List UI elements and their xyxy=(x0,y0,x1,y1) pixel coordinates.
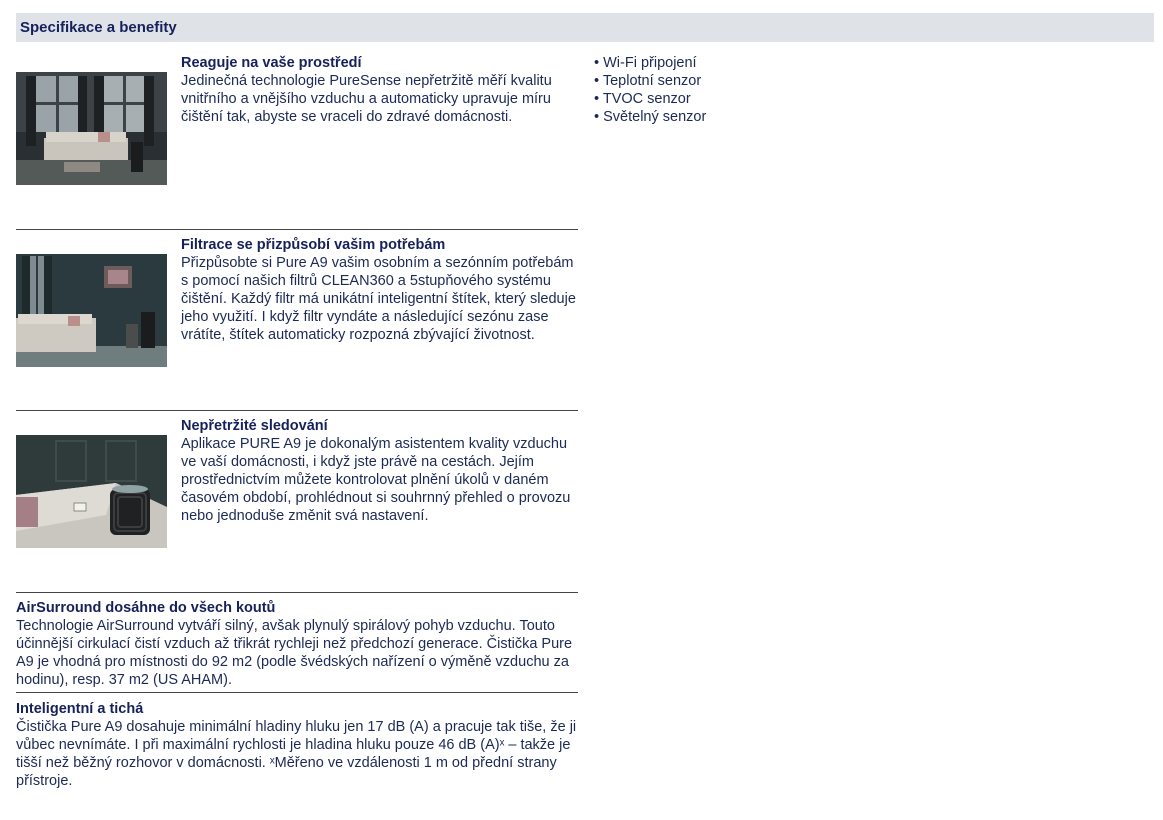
purifier-photo xyxy=(16,435,167,548)
feature-body: Technologie AirSurround vytváří silný, avšak plynulý spirálový pohyb vzduchu. Touto účinnější cirkulací čistí vzduch až třikrát rychleji než předchozí generace. Čistička Pure A9 je vhodná pro místnosti do 92 m2 (podle švédských nařízení o výměně vzduchu za hodinu), resp. 37 m2 (US AHAM). xyxy=(16,618,573,688)
divider xyxy=(16,229,578,230)
feature-text xyxy=(181,417,578,525)
feature-title: Inteligentní a tichá xyxy=(16,701,144,717)
feature-quiet xyxy=(16,700,578,790)
feature-filtration xyxy=(16,236,578,376)
spec-item: • Wi-Fi připojení xyxy=(594,54,706,72)
spec-item: • Teplotní senzor xyxy=(594,72,706,90)
specs-list xyxy=(594,54,706,126)
feature-text xyxy=(181,54,578,126)
dark-living-room-photo xyxy=(16,254,167,367)
feature-monitoring xyxy=(16,417,578,557)
living-room-photo xyxy=(16,72,167,185)
divider xyxy=(16,410,578,411)
divider xyxy=(16,692,578,693)
section-header xyxy=(16,13,1154,42)
feature-text xyxy=(181,236,578,344)
divider xyxy=(16,592,578,593)
feature-body: Aplikace PURE A9 je dokonalým asistentem kvality vzduchu ve vaší domácnosti, i když jste právě na cestách. Jejím prostřednictvím můžete kontrolovat plnění úkolů v daném časovém období, prohlédnout si souhrnný přehled o provozu nebo jednoduše změnit svá nastavení. xyxy=(181,436,571,524)
feature-body: Jedinečná technologie PureSense nepřetržitě měří kvalitu vnitřního a vnějšího vzduchu a automaticky upravuje míru čištění tak, abyste se vraceli do zdravé domácnosti. xyxy=(181,73,552,125)
section-title: Specifikace a benefity xyxy=(20,19,177,36)
feature-body: Přizpůsobte si Pure A9 vašim osobním a sezónním potřebám s pomocí našich filtrů CLEAN360 a 5stupňového systému čištění. Každý filtr má unikátní inteligentní štítek, který sleduje jeho využití. I když filtr vyndáte a následující sezónu zase vrátíte, štítek automaticky rozpozná zbývající životnost. xyxy=(181,255,576,343)
feature-title: Filtrace se přizpůsobí vašim potřebám xyxy=(181,237,446,253)
feature-body: Čistička Pure A9 dosahuje minimální hladiny hluku jen 17 dB (A) a pracuje tak tiše, že ji vůbec nevnímáte. I při maximální rychlosti je hladina hluku pouze 46 dB (A)ˣ – takže je tišší než běžný rozhovor v domácnosti. ˣMěřeno ve vzdálenosti 1 m od přední strany přístroje. xyxy=(16,719,577,789)
feature-airsurround xyxy=(16,599,578,689)
spec-item: • TVOC senzor xyxy=(594,90,706,108)
feature-title: Reaguje na vaše prostředí xyxy=(181,55,362,71)
spec-item: • Světelný senzor xyxy=(594,108,706,126)
feature-title: Nepřetržité sledování xyxy=(181,418,328,434)
feature-title: AirSurround dosáhne do všech koutů xyxy=(16,600,276,616)
feature-environment xyxy=(16,54,578,194)
